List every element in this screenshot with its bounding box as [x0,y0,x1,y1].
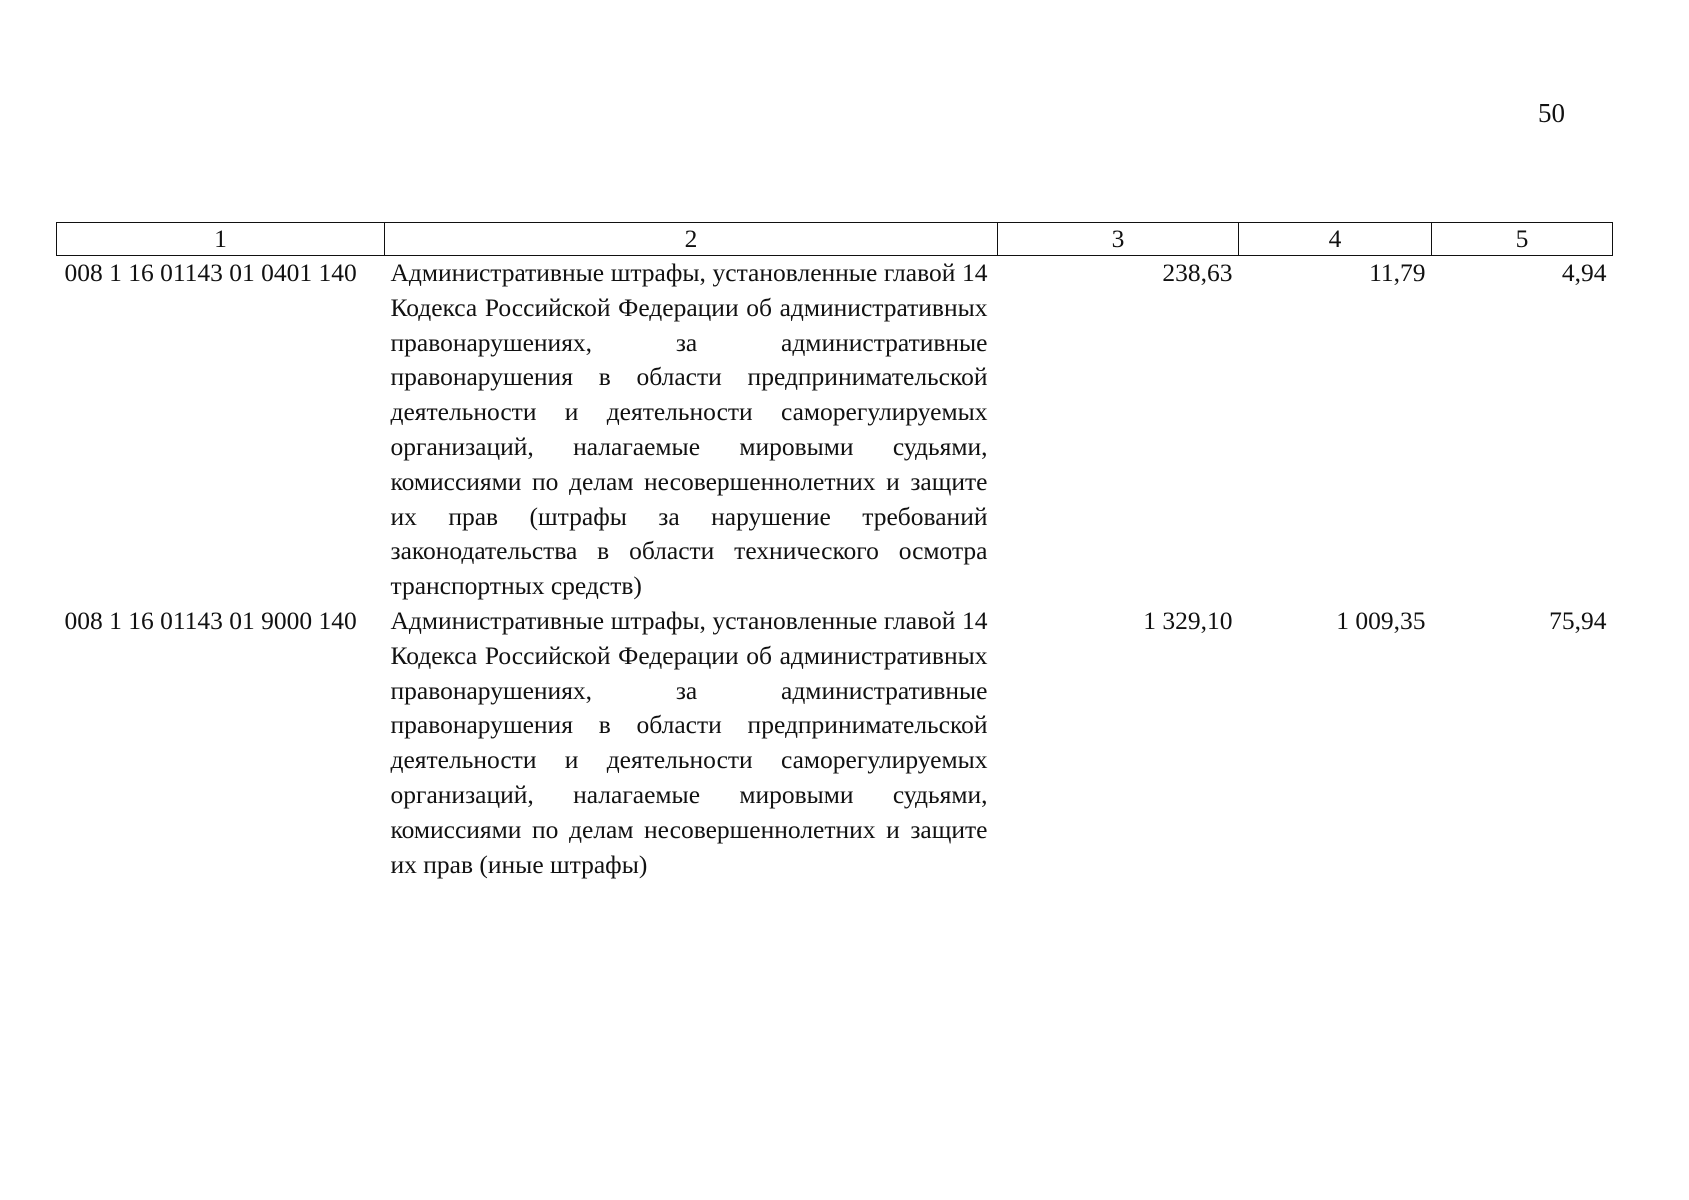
budget-code-cell: 008 1 16 01143 01 9000 140 [64,605,357,635]
table-row [57,256,1613,604]
value-column-5: 4,94 [1561,258,1607,287]
table-row [57,604,1613,882]
value-column-3: 238,63 [1162,258,1233,287]
budget-code-cell: 008 1 16 01143 01 0401 140 [64,258,357,287]
budget-table [56,222,1613,882]
value-column-3: 1 329,10 [1143,605,1233,635]
column-header-3: 3 [998,223,1239,256]
column-header-1: 1 [57,223,385,256]
column-header-2: 2 [385,223,998,256]
description-cell: Административные штрафы, установленные главой 14 Кодекса Российской Федерации об административных правонарушениях, за административные правонарушения в области предпринимательской деятельности и деятельности саморегулируемых организаций, налагаемые мировыми судьями, комиссиями по делам несовершеннолетних и защите их прав (иные штрафы) [390,605,988,879]
column-header-4: 4 [1239,223,1432,256]
description-cell: Административные штрафы, установленные главой 14 Кодекса Российской Федерации об административных правонарушениях, за административные правонарушения в области предпринимательской деятельности и деятельности саморегулируемых организаций, налагаемые мировыми судьями, комиссиями по делам несовершеннолетних и защите их прав (штрафы за нарушение требований законодательства в области технического осмотра транспортных средств) [390,258,988,601]
value-column-5: 75,94 [1549,605,1607,635]
value-column-4: 11,79 [1369,258,1426,287]
column-number-header-row [57,223,1613,256]
value-column-4: 1 009,35 [1336,605,1426,635]
column-header-5: 5 [1432,223,1613,256]
page-number: 50 [1538,98,1565,128]
